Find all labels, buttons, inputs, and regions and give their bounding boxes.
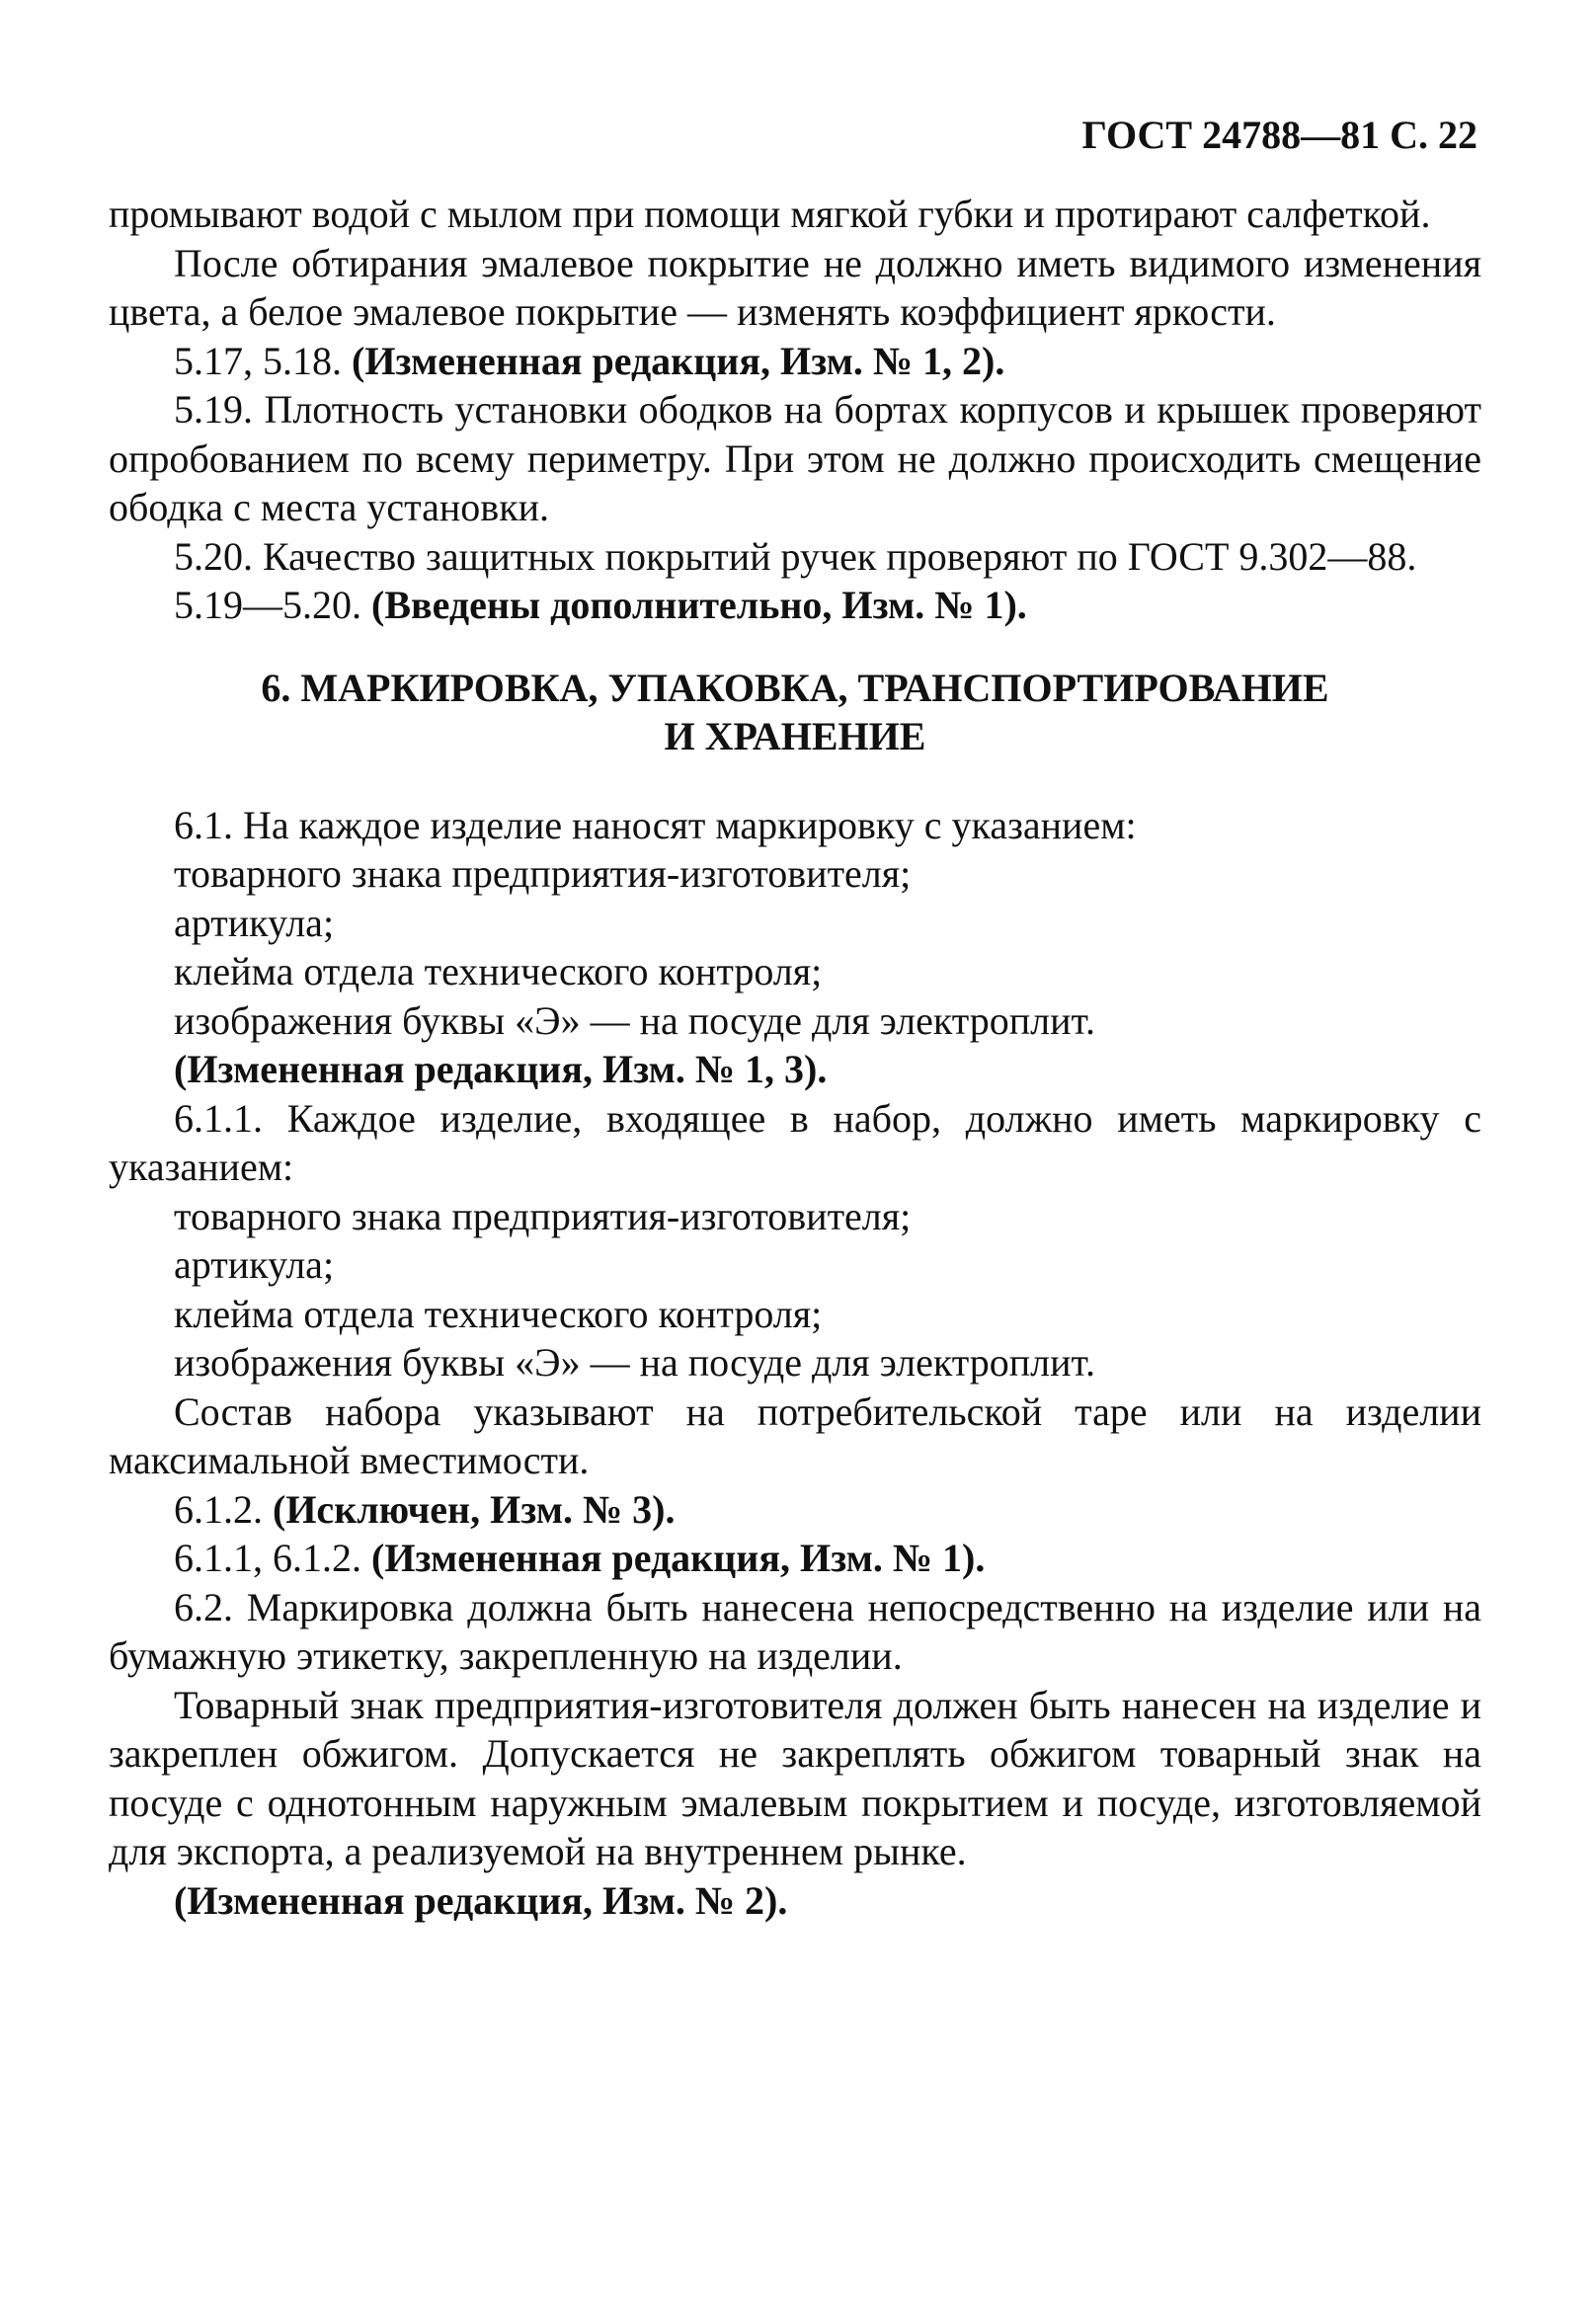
list-item: артикула; (174, 1242, 335, 1287)
document-body (109, 190, 1481, 1925)
paragraph-5-19-20-note (109, 581, 1481, 630)
list-item: клейма отдела технического контроля; (174, 949, 823, 993)
section-heading-line-1: 6. МАРКИРОВКА, УПАКОВКА, ТРАНСПОРТИРОВАНИЕ (261, 665, 1329, 710)
page-header: ГОСТ 24788—81 С. 22 (1081, 113, 1477, 157)
list-item: товарного знака предприятия-изготовителя; (174, 851, 912, 896)
amendment-note: (Введены дополнительно, Изм. № 1). (371, 583, 1027, 627)
clause-number: 6.1.1, 6.1.2. (174, 1536, 361, 1580)
amendment-note: (Измененная редакция, Изм. № 1, 3). (174, 1047, 828, 1091)
paragraph-continuation: промывают водой с мылом при помощи мягкой губки и протирают салфеткой. (109, 192, 1431, 236)
clause-number: 6.1.2. (174, 1486, 263, 1532)
amendment-note: (Измененная редакция, Изм. № 1). (371, 1536, 986, 1580)
paragraph-6-1-1-6-1-2-note (109, 1534, 1481, 1583)
paragraph-set-composition: Состав набора указывают на потребительской таре или на изделии максимальной вместимости. (109, 1388, 1481, 1482)
document-page (109, 109, 1481, 1925)
section-heading (109, 664, 1481, 761)
clause-number: 5.17, 5.18. (174, 338, 342, 383)
paragraph-6-2: 6.2. Маркировка должна быть нанесена непосредственно на изделие или на бумажную этикетку, закрепленную на изделии. (109, 1584, 1481, 1678)
amendment-note: (Исключен, Изм. № 3). (273, 1486, 676, 1532)
amendment-note: (Измененная редакция, Изм. № 1, 2). (352, 338, 1005, 383)
list-item: изображения буквы «Э» — на посуде для электроплит. (174, 1340, 1095, 1385)
amendment-note-6-1 (109, 1045, 1481, 1094)
amendment-note: (Измененная редакция, Изм. № 2). (174, 1877, 788, 1923)
clause-number: 5.19—5.20. (174, 583, 361, 627)
paragraph-5-20: 5.20. Качество защитных покрытий ручек проверяют по ГОСТ 9.302—88. (174, 533, 1417, 579)
paragraph-6-1-1: 6.1.1. Каждое изделие, входящее в набор, должно иметь маркировку с указанием: (109, 1095, 1481, 1189)
paragraph-wipe-result: После обтирания эмалевое покрытие не должно иметь видимого изменения цвета, а белое эмалевое покрытие — изменять коэффициент яркости. (109, 240, 1481, 334)
list-item: изображения буквы «Э» — на посуде для электроплит. (174, 997, 1095, 1043)
section-heading-line-2: И ХРАНЕНИЕ (664, 714, 926, 758)
paragraph-trademark: Товарный знак предприятия-изготовителя должен быть нанесен на изделие и закреплен обжигом. Допускается не закреплять обжигом товарный знак на посуде с однотонным наружным эмалевым покрытием и посуде, изготовляемой для экспорта, а реализуемой на внутреннем рынке. (109, 1682, 1481, 1873)
list-item: клейма отдела технического контроля; (174, 1291, 823, 1336)
paragraph-5-17-note (109, 337, 1481, 386)
paragraph-5-19: 5.19. Плотность установки ободков на бортах корпусов и крышек проверяют опробованием по всему периметру. При этом не должно происходить смещение ободка с места установки. (109, 387, 1481, 529)
paragraph-6-1-2 (109, 1485, 1481, 1535)
paragraph-6-1: 6.1. На каждое изделие наносят маркировку с указанием: (174, 802, 1137, 847)
amendment-note-final (109, 1876, 1481, 1926)
list-item: товарного знака предприятия-изготовителя; (174, 1193, 912, 1238)
list-item: артикула; (174, 900, 335, 945)
